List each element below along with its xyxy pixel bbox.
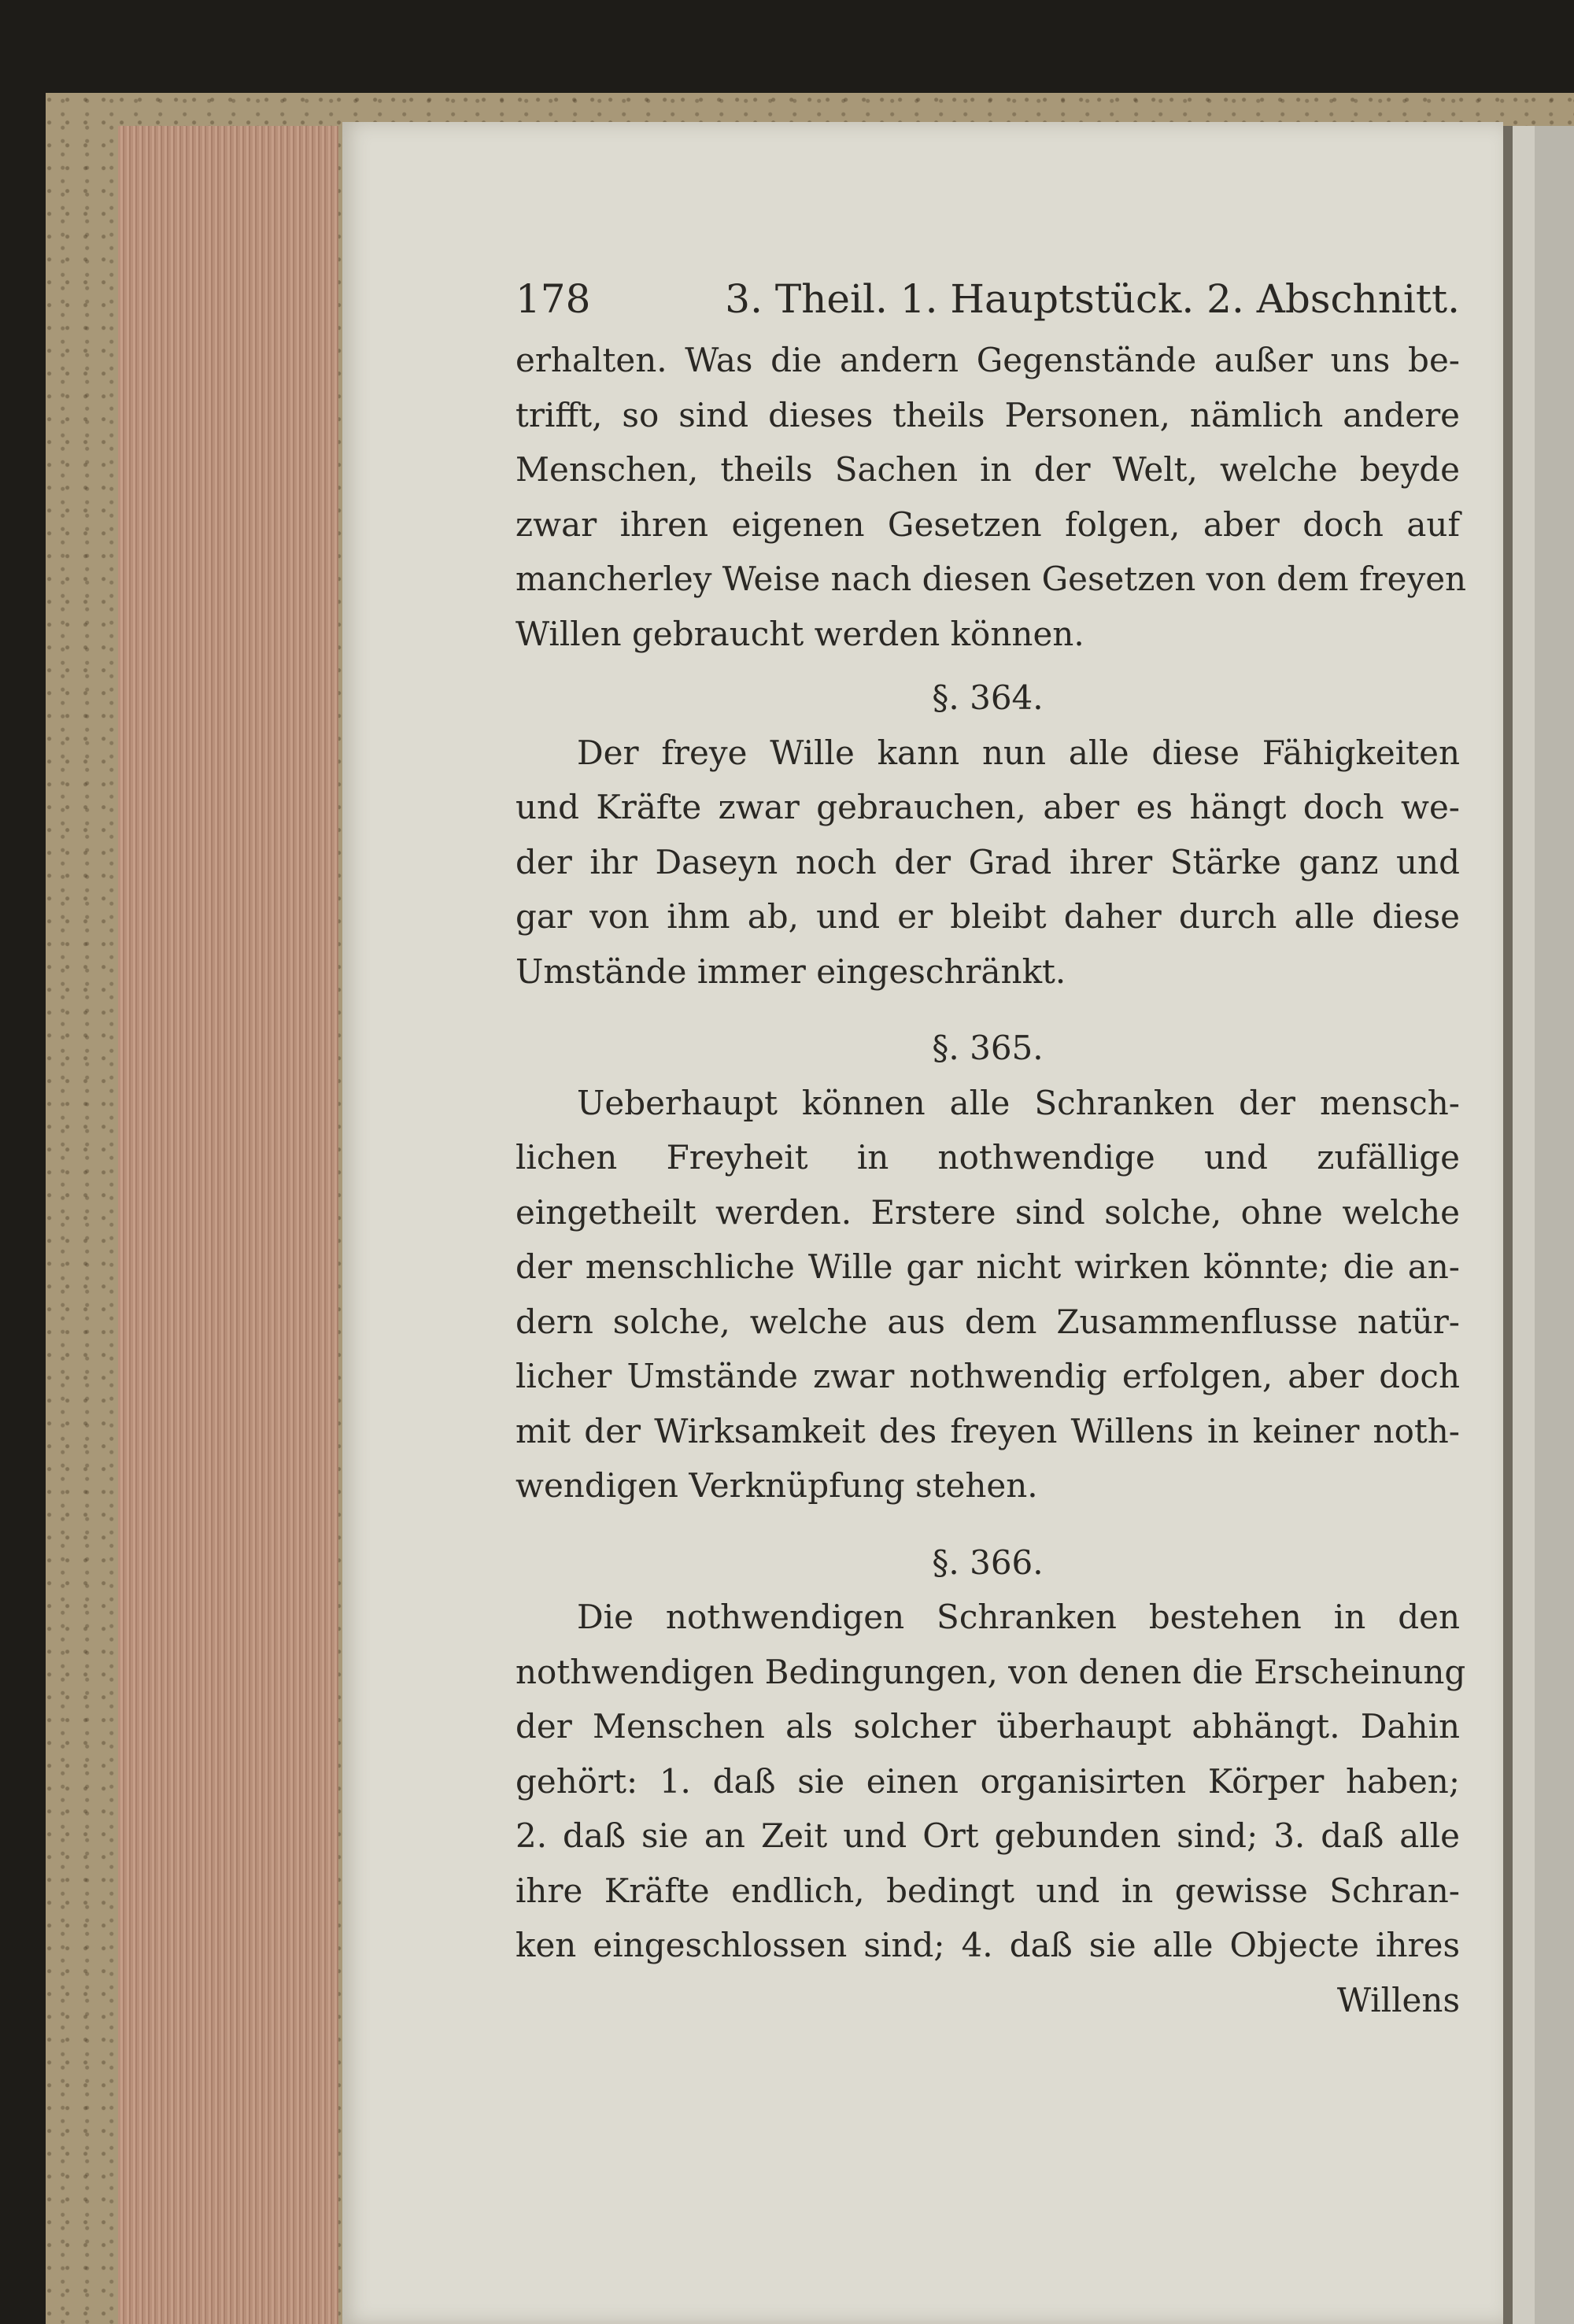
text-line: ken eingeschlossen sind; 4. daß sie alle Objecte ihres — [515, 1926, 1460, 1964]
text-line: der menschliche Wille gar nicht wirken könnte; die an- — [515, 1247, 1460, 1286]
text-line: der Menschen als solcher überhaupt abhängt. Dahin — [515, 1707, 1460, 1746]
paragraph — [515, 726, 1460, 999]
text-line: mancherley Weise nach diesen Gesetzen von dem freyen — [515, 560, 1467, 598]
text-line: gehört: 1. daß sie einen organisirten Körper haben; — [515, 1761, 1460, 1801]
text-line: nothwendigen Bedingungen, von denen die Erscheinung — [515, 1652, 1466, 1691]
text-line: Willen gebraucht werden können. — [515, 614, 1084, 653]
text-line: trifft, so sind dieses theils Personen, nämlich andere — [515, 395, 1460, 434]
text-line: lichen Freyheit in nothwendige und zufällige — [515, 1138, 1460, 1177]
page-edges — [118, 126, 338, 2324]
text-line: 2. daß sie an Zeit und Ort gebunden sind; 3. daß alle — [515, 1816, 1460, 1855]
paragraph — [515, 1590, 1466, 1973]
text-line: Menschen, theils Sachen in der Welt, welche beyde — [515, 450, 1460, 489]
running-header — [515, 272, 1460, 327]
text-line: eingetheilt werden. Erstere sind solche, ohne welche — [515, 1192, 1460, 1232]
section-heading: §. 365. — [932, 1029, 1044, 1067]
page-text — [515, 272, 1467, 2027]
text-line: Ueberhaupt können alle Schranken der mensch- — [577, 1083, 1460, 1122]
paragraph — [515, 333, 1467, 661]
text-line: zwar ihren eigenen Gesetzen folgen, aber doch auf — [515, 504, 1460, 544]
paragraph — [515, 1076, 1460, 1513]
facing-page-edge — [1503, 126, 1574, 2324]
section-heading: §. 364. — [932, 678, 1044, 717]
section-heading: §. 366. — [932, 1543, 1044, 1582]
text-line: erhalten. Was die andern Gegenstände außer uns be- — [515, 341, 1460, 379]
running-title: 3. Theil. 1. Hauptstück. 2. Abschnitt. — [725, 276, 1460, 322]
text-line: mit der Wirksamkeit des freyen Willens in keiner noth- — [515, 1411, 1460, 1450]
text-line: ihre Kräfte endlich, bedingt und in gewisse Schran- — [515, 1871, 1460, 1910]
text-line: gar von ihm ab, und er bleibt daher durch alle diese — [515, 897, 1460, 936]
text-line: wendigen Verknüpfung stehen. — [515, 1466, 1038, 1505]
text-line: und Kräfte zwar gebrauchen, aber es hängt doch we- — [515, 788, 1460, 826]
text-line: licher Umstände zwar nothwendig erfolgen, aber doch — [515, 1357, 1460, 1395]
catchword: Willens — [1336, 1980, 1460, 2019]
text-line: der ihr Daseyn noch der Grad ihrer Stärke ganz und — [515, 842, 1460, 881]
text-line: Der freye Wille kann nun alle diese Fähigkeiten — [577, 733, 1460, 772]
text-line: dern solche, welche aus dem Zusammenflusse natür- — [515, 1302, 1460, 1341]
page-number: 178 — [515, 276, 591, 322]
text-line: Die nothwendigen Schranken bestehen in den — [577, 1598, 1460, 1636]
text-line: Umstände immer eingeschränkt. — [515, 951, 1066, 991]
